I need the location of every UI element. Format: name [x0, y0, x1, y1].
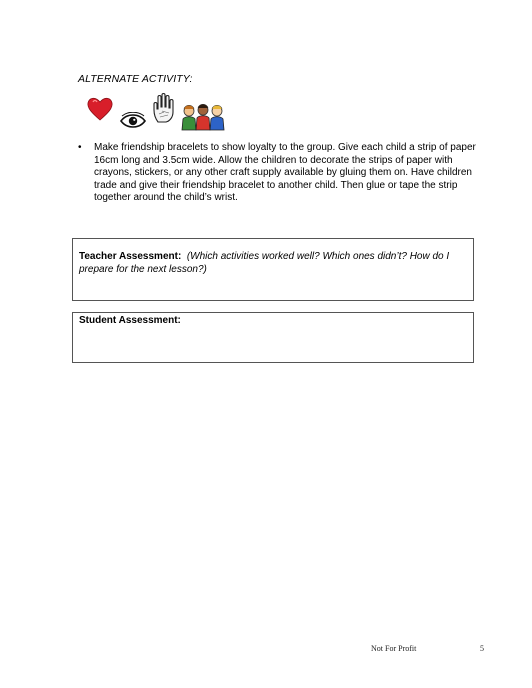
student-assessment-box[interactable]	[72, 312, 474, 363]
activity-icons	[86, 92, 226, 132]
teacher-assessment-box[interactable]	[72, 238, 474, 301]
student-assessment-label: Student Assessment:	[79, 315, 181, 326]
section-heading: ALTERNATE ACTIVITY:	[78, 73, 193, 85]
bullet-marker: •	[78, 142, 82, 153]
children-icon	[180, 102, 226, 132]
heart-icon	[86, 96, 114, 122]
hand-icon	[150, 92, 178, 124]
eye-icon	[119, 112, 147, 130]
teacher-assessment-prompt: (Which activities worked well? Which ones didn’t? How do I prepare for the next lesson?)	[79, 251, 450, 275]
activity-description: Make friendship bracelets to show loyalty to the group. Give each child a strip of paper 16cm long and 3.5cm wide. Allow the children to decorate the strips of paper with crayons, stickers, or any other craft supply available by gluing them on. Have children trade and give their friendship bracelet to another child. Then glue or tape the strip together around the child’s wrist.	[94, 142, 476, 204]
page-number: 5	[480, 644, 484, 653]
footer-text: Not For Profit	[371, 644, 417, 653]
teacher-assessment-label: Teacher Assessment:	[79, 251, 182, 262]
